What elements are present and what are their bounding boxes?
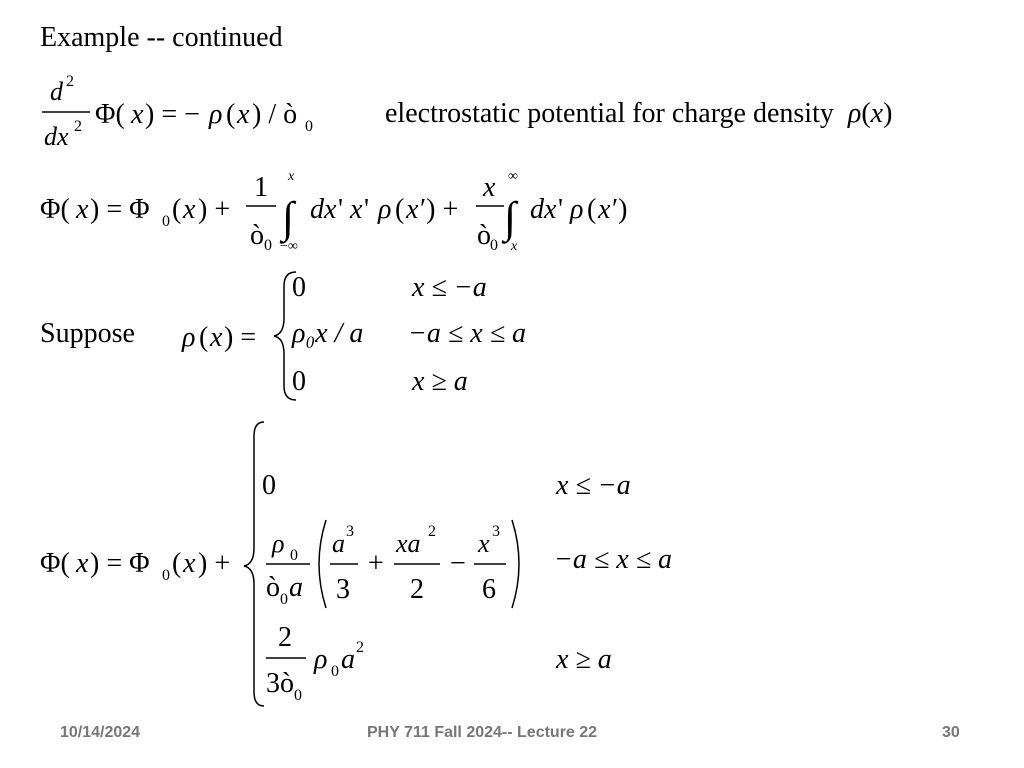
footer-page-number: 30 [942,724,960,741]
svg-text:x: x [350,194,363,225]
svg-text:2: 2 [356,639,364,656]
svg-text:ρ: ρ [272,529,285,558]
svg-text:∫: ∫ [504,193,517,242]
svg-text:+: + [368,548,384,579]
svg-text:∫: ∫ [282,193,295,242]
rho-symbol: ρ [840,98,862,129]
poisson-description: electrostatic potential for charge density ρ(x) [385,98,893,129]
svg-text:0: 0 [264,237,272,254]
svg-text:0: 0 [162,213,170,230]
svg-text:x: x [511,239,518,254]
svg-text:': ' [558,194,564,225]
footer-course: PHY 711 Fall 2024-- Lecture 22 [367,724,598,741]
rho-case-value-3: 0 [292,366,306,397]
svg-text:x: x [478,529,490,558]
rho-case-condition-1: x ≤ −a [412,272,487,303]
svg-text:dx: dx [44,122,69,151]
svg-text:x: x [483,172,496,203]
svg-text:Φ(: Φ( [40,194,70,225]
svg-text:2: 2 [66,73,74,90]
svg-text:dx: dx [530,194,557,225]
svg-text:−: − [450,548,466,579]
svg-text:ρ: ρ [209,99,223,130]
svg-text:x: x [406,194,419,225]
svg-text:(: ( [226,99,236,130]
svg-text:0: 0 [294,687,302,704]
svg-text:) =: ) = [224,322,257,353]
svg-text:′) +: ′) + [420,194,459,225]
rho-case-condition-3: x ≥ a [412,366,468,397]
svg-text:x: x [237,99,250,130]
svg-text:3: 3 [336,574,350,605]
svg-text:) = Φ: ) = Φ [90,548,150,579]
svg-text:3: 3 [346,523,354,540]
svg-text:2: 2 [74,118,82,135]
svg-text:2: 2 [410,574,424,605]
svg-text:a: a [332,529,345,558]
svg-text:Φ(: Φ( [95,99,125,130]
svg-text:ò: ò [477,220,491,251]
svg-text:−∞: −∞ [280,239,298,254]
phi-case-condition-2: −a ≤ x ≤ a [554,544,673,575]
svg-text:ρ: ρ [378,194,392,225]
svg-text:) / ò: ) / ò [252,99,298,130]
svg-text:2: 2 [278,622,292,653]
svg-text:∞: ∞ [508,169,518,184]
svg-text:x: x [76,548,89,579]
svg-text:1: 1 [254,172,268,203]
slide-title: Example -- continued [40,22,283,53]
svg-text:) = Φ: ) = Φ [90,194,150,225]
svg-text:0: 0 [162,567,170,584]
svg-text:x: x [288,169,295,184]
svg-text:6: 6 [482,574,496,605]
svg-text:x: x [131,99,144,130]
phi-case-value-1: 0 [262,470,276,501]
svg-text:ρ: ρ [314,644,328,675]
svg-text:dx: dx [310,194,337,225]
svg-text:0: 0 [490,237,498,254]
svg-text:a: a [289,572,303,603]
svg-text:) +: ) + [198,194,231,225]
svg-text:ò: ò [266,572,280,603]
svg-text:ρ: ρ [182,322,196,353]
svg-text:) = −: ) = − [145,99,200,130]
svg-text:d: d [50,77,63,106]
svg-text:(: ( [395,194,405,225]
svg-text:(: ( [172,548,182,579]
rho-case-condition-2: −a ≤ x ≤ a [408,318,527,349]
svg-text:0: 0 [305,118,313,135]
svg-text:2: 2 [428,523,436,540]
svg-text:0: 0 [290,547,298,564]
svg-text:ò: ò [250,220,264,251]
svg-text:': ' [364,194,370,225]
svg-text:0: 0 [280,591,288,608]
svg-text:) +: ) + [198,548,231,579]
svg-text:(: ( [172,194,182,225]
phi-case-condition-3: x ≥ a [556,644,612,675]
rho-case-value-2: ρ₀x / a [292,318,364,349]
svg-text:ρ: ρ [570,194,584,225]
svg-text:0: 0 [331,663,339,680]
svg-text:x: x [210,322,223,353]
rho-case-value-1: 0 [292,272,306,303]
phi-case-condition-1: x ≤ −a [556,470,631,501]
svg-text:x: x [183,194,196,225]
svg-text:x: x [183,548,196,579]
svg-text:x: x [598,194,611,225]
svg-text:': ' [338,194,344,225]
description-text: electrostatic potential for charge density [385,98,834,129]
svg-text:3ò: 3ò [266,668,294,699]
footer-date: 10/14/2024 [60,724,141,741]
svg-text:Φ(: Φ( [40,548,70,579]
svg-text:3: 3 [492,523,500,540]
svg-text:xa: xa [396,529,421,558]
svg-text:′): ′) [612,194,628,225]
svg-text:x: x [76,194,89,225]
svg-text:(: ( [199,322,209,353]
svg-text:(: ( [587,194,597,225]
suppose-label: Suppose [40,318,135,349]
svg-text:a: a [341,644,355,675]
